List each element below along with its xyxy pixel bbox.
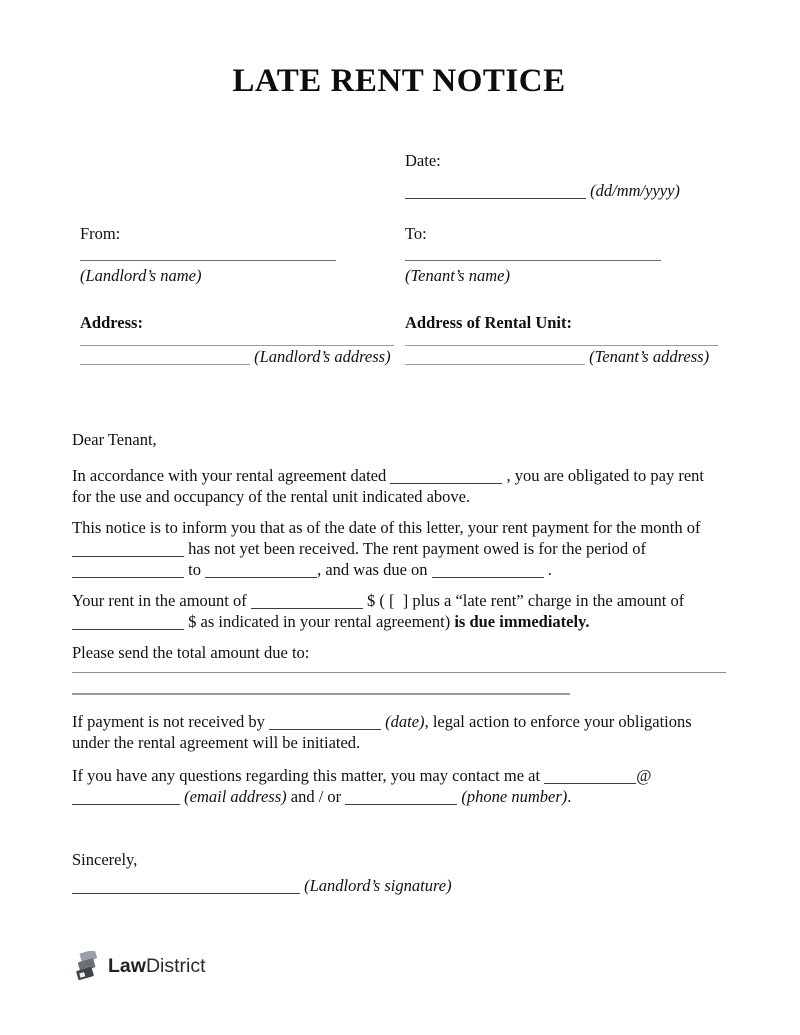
- at-sign: @: [636, 766, 652, 785]
- salutation: Dear Tenant,: [72, 430, 157, 449]
- landlord-address-column: [72, 312, 405, 367]
- email-address-hint: (email address): [184, 787, 287, 806]
- paragraph-agreement-text-a: In accordance with your rental agreement dated: [72, 466, 387, 485]
- date-format-hint: (dd/mm/yyyy): [590, 181, 680, 200]
- paragraph-notice-text-b: has not yet been received. The rent payment owed is for the period of: [188, 539, 646, 558]
- period-end-blank: [205, 565, 317, 578]
- signature-row: [72, 875, 726, 896]
- paragraph-contact-text-b: and / or: [290, 787, 342, 806]
- send-amount-label: Please send the total amount due to:: [72, 643, 310, 662]
- to-column: [405, 223, 726, 286]
- paragraph-contact-text-a: If you have any questions regarding this matter, you may contact me at: [72, 766, 541, 785]
- date-hint: (date): [385, 712, 425, 731]
- paragraph-legal-text-a: If payment is not received by: [72, 712, 265, 731]
- period-start-blank: [72, 565, 184, 578]
- agreement-date-blank: [390, 471, 502, 484]
- month-blank: [72, 544, 184, 557]
- to-label: To:: [405, 224, 427, 243]
- paragraph-rent-text-c: $ as indicated in your rental agreement): [188, 612, 451, 631]
- phone-number-hint: (phone number): [461, 787, 568, 806]
- paragraph-rent-amount: [72, 590, 726, 632]
- date-line-row: [405, 180, 726, 201]
- email-user-blank: [544, 771, 636, 784]
- paragraph-agreement: [72, 465, 726, 507]
- tenant-address-blank-line-2: [405, 352, 585, 365]
- lawdistrict-logo-icon: [74, 951, 101, 980]
- tenant-name-hint: (Tenant’s name): [405, 266, 510, 285]
- tenant-address-hint: (Tenant’s address): [589, 347, 710, 366]
- date-label: Date:: [405, 151, 441, 170]
- rental-unit-address-column: [405, 312, 726, 367]
- rent-amount-blank: [251, 596, 363, 609]
- page-title: LATE RENT NOTICE: [232, 63, 566, 99]
- payment-address-line-2: [72, 693, 570, 695]
- paragraph-legal-text-b: , legal action to enforce your obligations under the rental agreement will be initiated.: [72, 712, 692, 752]
- landlord-address-blank-line-2: [80, 352, 250, 365]
- address-section: [72, 312, 726, 367]
- late-charge-blank: [72, 617, 184, 630]
- date-block: [405, 150, 726, 201]
- paragraph-agreement-text-b: , you are obligated to pay rent for the use and occupancy of the rental unit indicated above.: [72, 466, 704, 506]
- landlord-address-hint: (Landlord’s address): [254, 347, 391, 366]
- brand-law: Law: [108, 954, 146, 977]
- rental-unit-address-label: Address of Rental Unit:: [405, 313, 572, 332]
- paragraph-notice: [72, 517, 726, 580]
- tenant-name-blank-line: [405, 260, 661, 261]
- landlord-address-label: Address:: [80, 313, 143, 332]
- due-immediately-text: is due immediately.: [454, 612, 590, 631]
- phone-number-blank: [345, 792, 457, 805]
- landlord-signature-blank: [72, 881, 300, 894]
- paragraph-rent-text-b: $ ( [ ] plus a “late rent” charge in the amount of: [367, 591, 685, 610]
- paragraph-legal-action: [72, 711, 726, 753]
- due-date-blank: [432, 565, 544, 578]
- paragraph-notice-text-a: This notice is to inform you that as of the date of this letter, your rent payment for the month of: [72, 518, 701, 537]
- from-label: From:: [80, 224, 121, 243]
- tenant-address-line-2-row: [405, 346, 726, 367]
- from-column: [72, 223, 405, 286]
- landlord-address-line-2-row: [80, 346, 405, 367]
- brand-district: District: [145, 954, 206, 977]
- paragraph-contact-text-c: .: [567, 787, 572, 806]
- paragraph-contact: [72, 765, 726, 807]
- landlord-name-hint: (Landlord’s name): [80, 266, 202, 285]
- email-domain-blank: [72, 792, 180, 805]
- paragraph-rent-text-a: Your rent in the amount of: [72, 591, 247, 610]
- lawdistrict-logo: [74, 951, 206, 980]
- paragraph-notice-text-c: to: [188, 560, 201, 579]
- closing-sincerely: Sincerely,: [72, 850, 138, 869]
- payment-address-line-1: [72, 672, 726, 673]
- date-blank-line: [405, 186, 586, 199]
- landlord-signature-hint: (Landlord’s signature): [304, 876, 452, 895]
- payment-deadline-blank: [269, 717, 381, 730]
- paragraph-notice-text-d: , and was due on: [317, 560, 428, 579]
- landlord-name-blank-line: [80, 260, 336, 261]
- from-to-section: [72, 223, 726, 286]
- lawdistrict-logo-text: [108, 952, 206, 980]
- paragraph-notice-text-e: .: [547, 560, 552, 579]
